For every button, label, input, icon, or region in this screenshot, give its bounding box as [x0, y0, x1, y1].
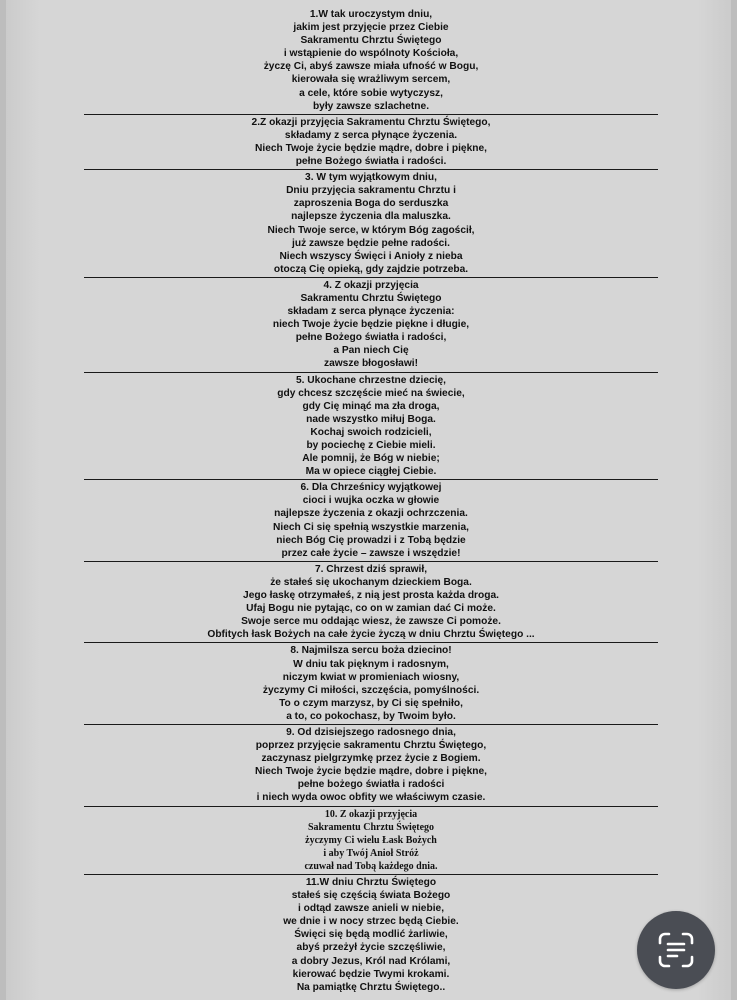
separator-line	[84, 561, 658, 562]
wish-line: i niech wyda owoc obfity we właściwym czasie.	[256, 792, 486, 804]
wish-line: składamy z serca płynące życzenia.	[284, 129, 458, 141]
separator-line	[84, 277, 658, 278]
wish-line: życzymy Ci wielu Łask Bożych	[305, 834, 437, 846]
wish-line: nade wszystko miłuj Boga.	[306, 413, 436, 425]
wish-line: Obfitych łask Bożych na całe życie życzą w dniu Chrztu Świętego ...	[207, 629, 535, 641]
wish-line: 8. Najmilsza sercu boża dziecino!	[290, 645, 452, 657]
page-edge-right	[731, 0, 737, 1000]
wish-line: abyś przeżył życie szczęśliwie,	[296, 942, 446, 954]
wish-line: To o czym marzysz, by Ci się spełniło,	[279, 697, 463, 709]
wish-line: i odtąd zawsze anieli w niebie,	[297, 903, 445, 915]
wish-line: gdy Cię minąć ma zła droga,	[302, 400, 440, 412]
wish-line: były zawsze szlachetne.	[312, 100, 430, 112]
wish-line: życzę Ci, abyś zawsze miała ufność w Bogu,	[263, 61, 479, 73]
wish-line: a to, co pokochasz, by Twoim było.	[286, 710, 456, 722]
wish-line: składam z serca płynące życzenia:	[287, 306, 455, 318]
text-scan-icon	[656, 930, 696, 970]
wish-line: W dniu tak pięknym i radosnym,	[293, 658, 449, 670]
wish-line: zaproszenia Boga do serduszka	[293, 198, 449, 210]
wish-line: i aby Twój Anioł Stróż	[323, 847, 419, 859]
wish-line: że stałeś się ukochanym dzieckiem Boga.	[270, 576, 472, 588]
wish-line: Swoje serce mu oddając wiesz, że zawsze Ci pomoże.	[241, 616, 501, 628]
separator-line	[84, 114, 658, 115]
wish-line: a cele, które sobie wytyczysz,	[299, 87, 443, 99]
wish-line: Ma w opiece ciągłej Ciebie.	[305, 466, 437, 478]
wish-line: Sakramentu Chrztu Świętego	[300, 292, 442, 304]
wish-line: pełne bożego światła i radości	[297, 779, 445, 791]
wish-line: niech Bóg Cię prowadzi i z Tobą będzie	[276, 534, 466, 546]
wish-line: Niech Ci się spełnią wszystkie marzenia,	[273, 521, 469, 533]
separator-line	[84, 806, 658, 807]
wish-line: a Pan niech Cię	[333, 345, 409, 357]
wish-line: Ale pomnij, że Bóg w niebie;	[302, 453, 440, 465]
text-scan-button[interactable]	[637, 911, 715, 989]
wish-line: 10. Z okazji przyjęcia	[324, 808, 418, 820]
separator-line	[84, 479, 658, 480]
wish-line: niczym kwiat w promieniach wiosny,	[282, 671, 460, 683]
wish-line: 2.Z okazji przyjęcia Sakramentu Chrztu Świętego,	[251, 116, 491, 128]
wish-line: niech Twoje życie będzie piękne i długie,	[272, 319, 470, 331]
wish-line: gdy chcesz szczęście mieć na świecie,	[277, 387, 465, 399]
wish-line: Dniu przyjęcia sakramentu Chrztu i	[286, 185, 456, 197]
wish-block-2	[84, 116, 658, 168]
wish-line: przez całe życie – zawsze i wszędzie!	[281, 547, 461, 559]
wish-line: Kochaj swoich rodzicieli,	[310, 426, 432, 438]
wish-line: by pociechę z Ciebie mieli.	[306, 440, 436, 451]
wish-line: Niech Twoje życie będzie mądre, dobre i piękne,	[255, 766, 487, 778]
wishes-document	[84, 8, 658, 994]
wish-line: cioci i wujka oczka w głowie	[302, 495, 440, 507]
wish-line: 1.W tak uroczystym dniu,	[309, 9, 433, 20]
separator-line	[84, 874, 658, 875]
wish-line: najlepsze życzenia z okazji ochrzczenia.	[274, 508, 468, 520]
separator-line	[84, 642, 658, 643]
wish-line: kierowała się wrażliwym sercem,	[291, 74, 451, 86]
wish-line: 3. W tym wyjątkowym dniu,	[305, 172, 437, 184]
wish-block-4	[84, 279, 658, 371]
wish-line: Święci się będą modlić żarliwie,	[294, 929, 448, 941]
wish-line: a dobry Jezus, Król nad Królami,	[291, 955, 451, 967]
wish-line: 9. Od dzisiejszego radosnego dnia,	[286, 726, 456, 738]
wish-line: 7. Chrzest dziś sprawił,	[314, 563, 428, 575]
wish-line: poprzez przyjęcie sakramentu Chrztu Świętego,	[255, 740, 487, 752]
wish-line: pełne Bożego światła i radości,	[295, 332, 447, 344]
wish-line: pełne Bożego światła i radości.	[295, 156, 447, 168]
wish-line: we dnie i w nocy strzec będą Ciebie.	[283, 916, 459, 928]
wish-line: zaczynasz pielgrzymkę przez życie z Bogiem.	[261, 753, 481, 765]
wish-line: stałeś się częścią świata Bożego	[291, 890, 451, 902]
wish-line: Niech wszyscy Święci i Anioły z nieba	[279, 250, 463, 262]
wish-block-5	[84, 374, 658, 479]
separator-line	[84, 372, 658, 373]
wish-line: życzymy Ci miłości, szczęścia, pomyślności.	[262, 684, 480, 696]
wish-line: już zawsze będzie pełne radości.	[292, 237, 450, 249]
wish-block-10	[84, 808, 658, 873]
separator-line	[84, 724, 658, 725]
wish-line: i wstąpienie do wspólnoty Kościoła,	[283, 48, 459, 60]
wish-block-8	[84, 644, 658, 723]
wish-line: Jego łaskę otrzymałeś, z nią jest prosta każda droga.	[243, 590, 499, 602]
wish-line: 4. Z okazji przyjęcia	[323, 279, 419, 291]
wish-block-1	[84, 8, 658, 113]
wish-line: otoczą Cię opieką, gdy zajdzie potrzeba.	[273, 263, 469, 275]
separator-line	[84, 169, 658, 170]
wish-block-11	[84, 876, 658, 994]
wish-line: Na pamiątkę Chrztu Świętego..	[296, 981, 446, 993]
wish-line: Ufaj Bogu nie pytając, co on w zamian dać Ci może.	[246, 603, 496, 615]
wish-line: jakim jest przyjęcie przez Ciebie	[293, 22, 449, 34]
page-edge-left	[0, 0, 6, 1000]
wish-line: Niech Twoje serce, w którym Bóg zagościł,	[267, 224, 475, 236]
wish-line: Sakramentu Chrztu Świętego	[300, 35, 442, 47]
wish-line: Niech Twoje życie będzie mądre, dobre i piękne,	[255, 142, 487, 154]
wish-line: kierować będzie Twymi krokami.	[292, 968, 450, 980]
wish-block-6	[84, 481, 658, 560]
wish-line: zawsze błogosławi!	[324, 358, 418, 370]
wish-block-3	[84, 171, 658, 276]
wish-block-7	[84, 563, 658, 642]
wish-line: czuwał nad Tobą każdego dnia.	[304, 860, 438, 872]
wish-line: najlepsze życzenia dla maluszka.	[291, 211, 451, 223]
wish-line: 11.W dniu Chrztu Świętego	[305, 877, 437, 888]
wish-block-9	[84, 726, 658, 805]
wish-line: 6. Dla Chrześnicy wyjątkowej	[300, 482, 442, 494]
wish-line: 5. Ukochane chrzestne dziecię,	[295, 374, 447, 386]
wish-line: Sakramentu Chrztu Świętego	[307, 821, 435, 833]
